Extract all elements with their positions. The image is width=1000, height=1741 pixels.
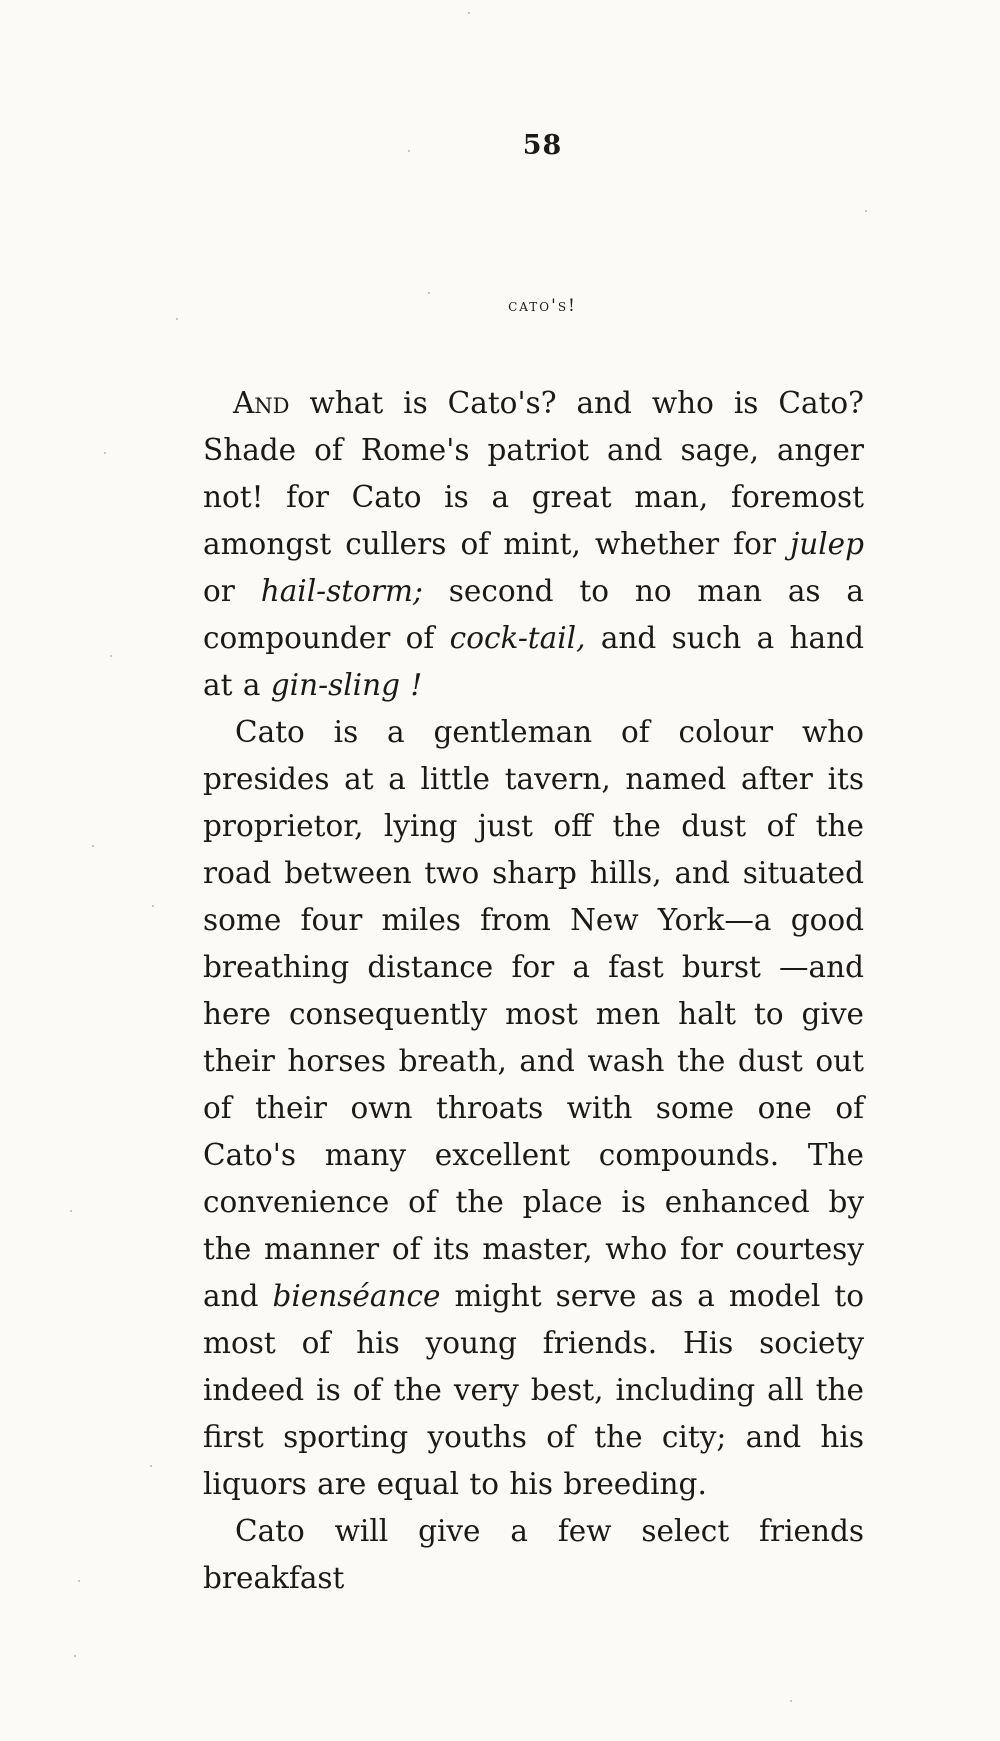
text-run: Cato is a gentleman of colour who presides at a little tavern, named after its proprietor, lying just off the dust of the road between two sharp hills, and situated some four miles from New York—a good breathing distance for a fast burst —and here consequently most men halt to give their horses breath, and wash the dust out of their own throats with some one of Cato's many excellent compounds. The convenience of the place is enhanced by the manner of its master, who for courtesy and xyxy=(203,715,864,1313)
paper-speck xyxy=(104,452,106,454)
italic-term: julep xyxy=(790,527,864,561)
paper-speck xyxy=(428,292,430,294)
body-text xyxy=(203,380,864,1602)
paper-speck xyxy=(176,318,178,320)
paper-speck xyxy=(408,150,410,152)
italic-term: bienséance xyxy=(272,1279,441,1313)
paper-speck xyxy=(74,1655,76,1657)
page-number: 58 xyxy=(522,130,563,161)
text-run: Cato will give a few select friends breakfast xyxy=(203,1514,864,1595)
paper-speck xyxy=(468,12,470,14)
paper-speck xyxy=(110,655,112,657)
italic-term: cock-tail, xyxy=(449,621,586,655)
text-run: and such a hand at a xyxy=(203,621,864,702)
paragraph-3 xyxy=(203,1508,864,1602)
paper-speck xyxy=(790,1700,792,1702)
italic-term: gin-sling ! xyxy=(270,668,423,702)
paper-speck xyxy=(152,905,154,907)
paper-speck xyxy=(78,1580,80,1582)
lead-word: And xyxy=(233,386,290,420)
paper-speck xyxy=(865,210,867,212)
paragraph-1 xyxy=(203,380,864,709)
paragraph-2 xyxy=(203,709,864,1508)
text-run: or xyxy=(203,574,261,608)
paper-speck xyxy=(150,1465,152,1467)
text-run: might serve as a model to most of his young friends. His society indeed is of the very best, including all the first sporting youths of the city; and his liquors are equal to his breeding. xyxy=(203,1279,864,1501)
paper-speck xyxy=(92,845,94,847)
text-run: second to no man as a compounder of xyxy=(203,574,864,655)
section-heading: cato's! xyxy=(508,296,577,316)
text-run: what is Cato's? and who is Cato? Shade of Rome's patriot and sage, anger not! for Cato is a great man, foremost amongst cullers of mint, whether for xyxy=(203,386,864,561)
paper-speck xyxy=(70,1210,72,1212)
italic-term: hail-storm; xyxy=(260,574,423,608)
